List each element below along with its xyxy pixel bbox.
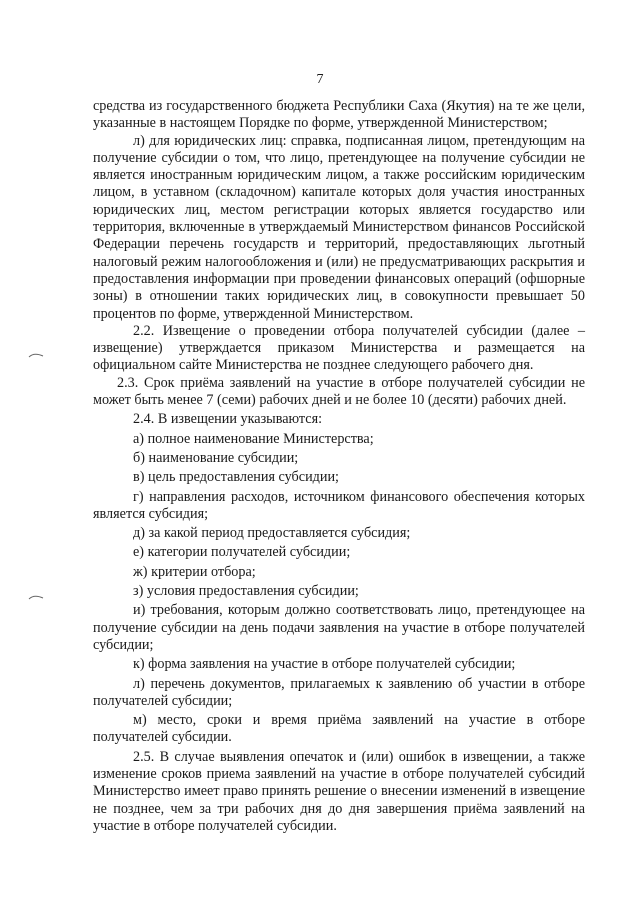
paragraph-2-3: 2.3. Срок приёма заявлений на участие в отборе получателей субсидии не может быть менее 7 (семи) рабочих дней и не более 10 (десяти) рабочих дней. (93, 374, 585, 409)
margin-mark (28, 345, 44, 351)
list-item-b: б) наименование субсидии; (133, 449, 299, 466)
paragraph-continuation: средства из государственного бюджета Республики Саха (Якутия) на те же цели, указанные в настоящем Порядке по форме, утвержденной Министерством; (93, 98, 585, 132)
list-item-g: г) направления расходов, источником финансового обеспечения которых является субсидия; (93, 488, 585, 522)
list-item-v: в) цель предоставления субсидии; (133, 469, 340, 486)
margin-mark (28, 587, 44, 593)
document-body (93, 98, 585, 835)
list-item-e: е) категории получателей субсидии; (133, 544, 351, 561)
list-item-zh: ж) критерии отбора; (133, 563, 256, 580)
page-number: 7 (316, 72, 324, 87)
paragraph-2-4: 2.4. В извещении указываются: (133, 411, 323, 428)
list-item-d: д) за какой период предоставляется субсидия; (133, 525, 411, 542)
list-item-z: з) условия предоставления субсидии; (133, 583, 359, 600)
list-item-l: л) перечень документов, прилагаемых к заявлению об участии в отборе получателей субсидии; (93, 675, 585, 709)
paragraph-2-2: 2.2. Извещение о проведении отбора получателей субсидии (далее – извещение) утверждается приказом Министерства и размещается на официальном сайте Министерства не позднее следующего рабочего дня. (93, 322, 585, 374)
paragraph-2-5: 2.5. В случае выявления опечаток и (или) ошибок в извещении, а также изменение сроков приема заявлений на участие в отборе получателей субсидий Министерство имеет право принять решение о внесении изменений в извещение не позднее, чем за три рабочих дня до дня завершения приёма заявлений на участие в отборе получателей субсидии. (93, 748, 585, 834)
list-item-i: и) требования, которым должно соответствовать лицо, претендующее на получение субсидии на день подачи заявления на участие в отборе получателей субсидии; (93, 602, 585, 653)
paragraph-item-l: л) для юридических лиц: справка, подписанная лицом, претендующим на получение субсидии о том, что лицо, претендующее на получение субсидии не является иностранным юридическим лицом, а также российским юридическим лицом, в уставном (складочном) капитале которых доля участия иностранных юридических лиц, местом регистрации которых является государство или территория, включенные в утверждаемый Министерством финансов Российской Федерации перечень государств и территорий, предоставляющих льготный налоговый режим налогообложения и (или) не предусматривающих раскрытия и предоставления информации при проведении финансовых операций (офшорные зоны) в отношении таких юридических лиц, в совокупности превышает 50 процентов по форме, утвержденной Министерством. (93, 132, 585, 322)
list-item-a: а) полное наименование Министерства; (133, 430, 374, 447)
list-item-k: к) форма заявления на участие в отборе получателей субсидии; (133, 656, 516, 673)
list-item-m: м) место, сроки и время приёма заявлений на участие в отборе получателей субсидии. (93, 712, 585, 746)
